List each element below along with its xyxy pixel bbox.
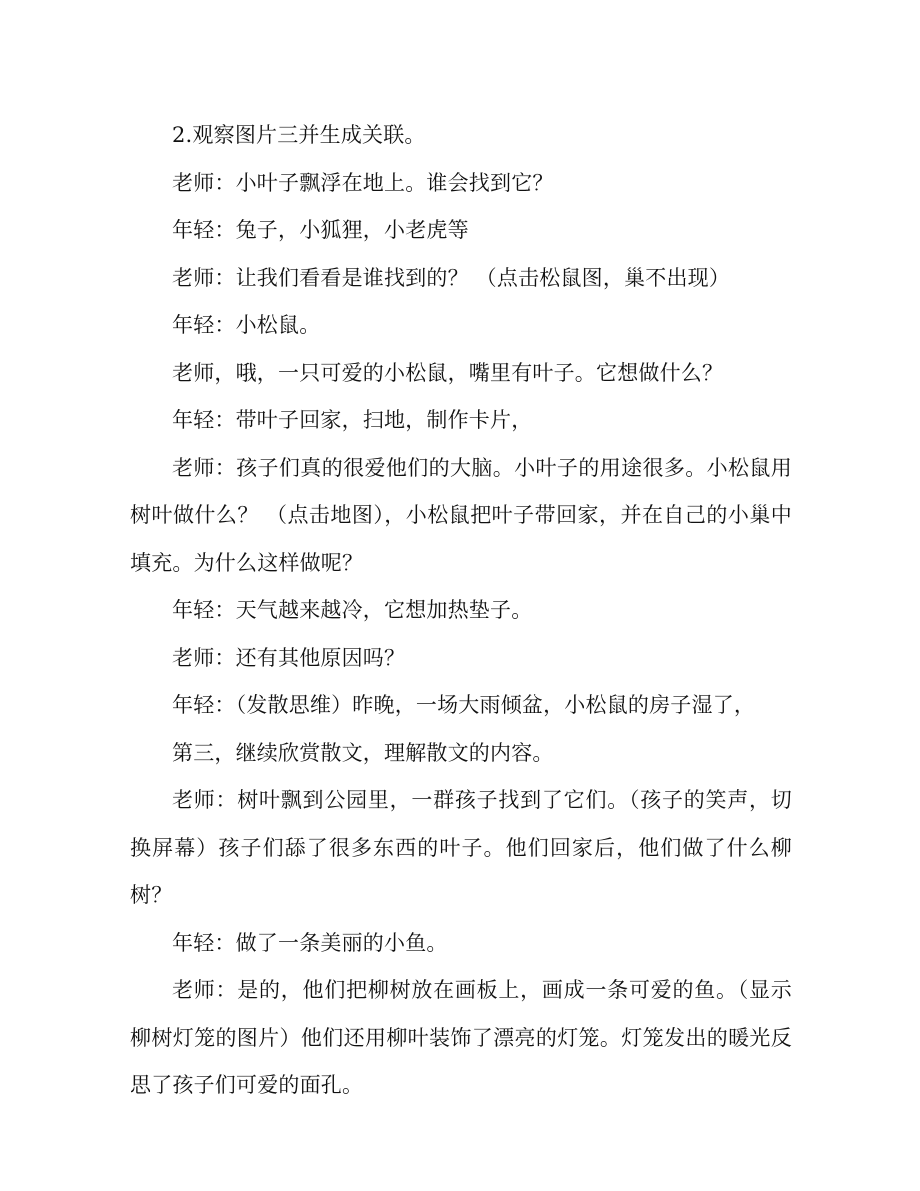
paragraph-student-line: 年轻：（发散思维）昨晚，一场大雨倾盆，小松鼠的房子湿了， [172,693,756,717]
paragraph-student-line: 年轻：做了一条美丽的小鱼。 [172,930,448,955]
paragraph-teacher-line: 老师：让我们看看是谁找到的？ （点击松鼠图，巢不出现） [172,265,731,290]
paragraph-section-heading: 2.观察图片三并生成关联。 [172,123,426,147]
paragraph-student-line: 年轻：带叶子回家，扫地，制作卡片， [172,408,533,432]
paragraph-teacher-line: 老师：树叶飘到公园里，一群孩子找到了它们。（孩子的笑声，切换屏幕）孩子们舔了很多东西的叶子。他们回家后，他们做了什么柳树？ [130,788,792,907]
paragraph-teacher-line: 老师：还有其他原因吗？ [172,645,406,670]
document-body [130,112,792,1110]
paragraph-section-heading: 第三，继续欣赏散文，理解散文的内容。 [172,740,554,765]
paragraph-teacher-line: 老师：是的，他们把柳树放在画板上，画成一条可爱的鱼。（显示柳树灯笼的图片）他们还用柳叶装饰了漂亮的灯笼。灯笼发出的暖光反思了孩子们可爱的面孔。 [130,978,792,1097]
paragraph-student-line: 年轻：兔子，小狐狸，小老虎等 [172,218,469,242]
paragraph-student-line: 年轻：天气越来越冷，它想加热垫子。 [172,598,533,622]
paragraph-student-line: 年轻：小松鼠。 [172,313,321,337]
paragraph-teacher-line: 老师：孩子们真的很爱他们的大脑。小叶子的用途很多。小松鼠用树叶做什么？ （点击地图），小松鼠把叶子带回家，并在自己的小巢中填充。为什么这样做呢？ [130,455,792,575]
paragraph-teacher-line: 老师，哦，一只可爱的小松鼠，嘴里有叶子。它想做什么？ [172,360,724,385]
paragraph-teacher-line: 老师：小叶子飘浮在地上。谁会找到它？ [172,170,554,195]
